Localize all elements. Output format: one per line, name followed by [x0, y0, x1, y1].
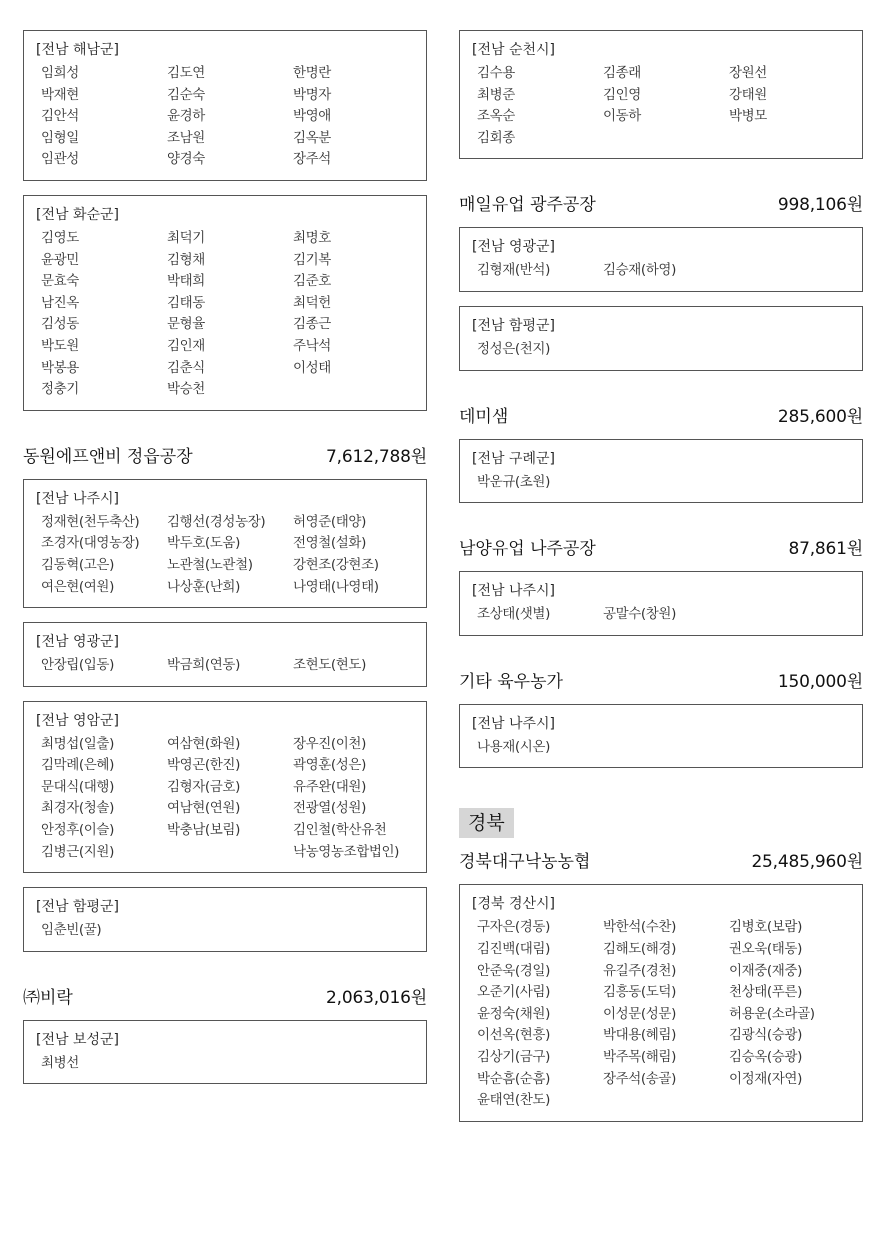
farm-name: 김종래	[603, 65, 641, 81]
farm-name: 김광식(승광)	[729, 1027, 802, 1044]
farm-list-box	[459, 884, 863, 1121]
farm-names	[36, 920, 414, 942]
farm-name: 박태희	[167, 273, 205, 290]
farm-name: 이동하	[603, 108, 641, 125]
company-amount: 25,485,960원	[751, 852, 863, 873]
region-label: [전남 화순군]	[36, 206, 119, 223]
farm-name: 김안석	[41, 108, 79, 125]
farm-name: 여삼현(화원)	[167, 735, 240, 752]
farm-name: 김기복	[293, 251, 331, 268]
region-label: [전남 영암군]	[36, 712, 119, 729]
farm-list-box	[459, 571, 863, 636]
farm-name: 나상훈(난희)	[167, 578, 240, 595]
farm-list-box	[23, 30, 427, 181]
farm-name: 나영태(나영태)	[293, 578, 379, 595]
farm-list-box	[459, 439, 863, 504]
farm-name: 안정후(이슬)	[41, 822, 114, 839]
farm-list-box	[23, 622, 427, 687]
farm-name: 김진백(대림)	[477, 940, 550, 957]
farm-name: 박운규(초원)	[477, 473, 550, 490]
farm-name: 박두호(도움)	[167, 535, 240, 552]
farm-name: 임관성	[41, 151, 79, 168]
farm-name: 김춘식	[167, 359, 205, 376]
farm-name: 권오욱(태동)	[729, 940, 802, 957]
farm-name: 조경자(대영농장)	[41, 535, 140, 552]
farm-name: 정성은(천지)	[477, 340, 550, 357]
farm-name: 김동혁(고은)	[41, 556, 114, 573]
farm-name: 김병호(보람)	[729, 919, 802, 936]
company-name: 기타 육우농가	[459, 671, 563, 692]
farm-name: 김형재(반석)	[477, 262, 550, 279]
farm-list-box	[459, 306, 863, 371]
farm-list-box	[459, 30, 863, 159]
farm-name: 문효숙	[41, 273, 79, 290]
farm-list-box	[23, 479, 427, 608]
farm-name: 문대식(대행)	[41, 778, 114, 795]
farm-name: 오준기(사림)	[477, 984, 550, 1001]
company-header	[23, 445, 427, 469]
farm-name: 주낙석	[293, 337, 331, 354]
farm-name: 윤광민	[41, 251, 79, 268]
farm-name: 여남현(연원)	[167, 800, 240, 817]
company-name: 남양유업 나주공장	[459, 539, 596, 560]
farm-name: 유길주(경천)	[603, 962, 676, 979]
farm-name: 전광열(성원)	[293, 800, 366, 817]
company-header	[459, 405, 863, 429]
farm-name: 김승옥(승광)	[729, 1048, 802, 1065]
farm-name: 최명호	[293, 229, 331, 246]
farm-name: 박봉용	[41, 359, 79, 376]
farm-name: 임형일	[41, 129, 79, 146]
company-amount: 2,063,016원	[326, 987, 427, 1008]
farm-name: 남진옥	[41, 294, 79, 311]
farm-name: 낙농영농조합법인)	[293, 843, 399, 860]
farm-name: 문형율	[167, 316, 205, 333]
farm-name: 박명자	[293, 86, 331, 103]
farm-list-box	[23, 1020, 427, 1085]
left-column	[23, 30, 427, 1098]
farm-name: 김형자(금호)	[167, 778, 240, 795]
region-label: [전남 영광군]	[36, 634, 119, 651]
company-header	[459, 537, 863, 561]
farm-name: 박승천	[167, 381, 205, 398]
farm-name: 박충남(보림)	[167, 822, 240, 839]
farm-name: 임희성	[41, 65, 79, 81]
farm-name: 박도원	[41, 337, 79, 354]
farm-names	[36, 655, 414, 677]
farm-name: 조옥순	[477, 108, 515, 125]
farm-names	[36, 512, 414, 598]
province-heading: 경북	[459, 808, 514, 838]
farm-name: 강현조(강현조)	[293, 556, 379, 573]
farm-name: 장주석	[293, 151, 331, 168]
farm-names	[472, 917, 850, 1111]
company-header	[459, 850, 863, 874]
farm-name: 이선옥(현흥)	[477, 1027, 550, 1044]
farm-names	[36, 228, 414, 401]
region-label: [전남 구례군]	[472, 450, 555, 467]
region-label: [전남 보성군]	[36, 1031, 119, 1048]
farm-name: 김영도	[41, 229, 79, 246]
company-name: 데미샘	[459, 406, 509, 427]
farm-name: 최경자(청솔)	[41, 800, 114, 817]
farm-name: 한명란	[293, 65, 331, 81]
region-label: [전남 함평군]	[472, 317, 555, 334]
farm-name: 최명섭(일출)	[41, 735, 114, 752]
farm-name: 여은현(여원)	[41, 578, 114, 595]
farm-names	[472, 260, 850, 282]
farm-name: 박주목(해림)	[603, 1048, 676, 1065]
farm-name: 장주석(송골)	[603, 1070, 676, 1087]
farm-name: 안준욱(경일)	[477, 962, 550, 979]
farm-names	[472, 63, 850, 149]
farm-list-box	[459, 704, 863, 769]
company-header	[459, 670, 863, 694]
farm-name: 정재현(천두축산)	[41, 513, 140, 530]
farm-name: 허용운(소라골)	[729, 1005, 815, 1022]
farm-name: 김흥동(도덕)	[603, 984, 676, 1001]
company-amount: 285,600원	[777, 406, 863, 427]
farm-name: 김승재(하영)	[603, 262, 676, 279]
farm-name: 윤태연(찬도)	[477, 1092, 550, 1109]
farm-list-box	[23, 887, 427, 952]
farm-names	[472, 737, 850, 759]
farm-name: 나용재(시온)	[477, 738, 550, 755]
farm-name: 박재현	[41, 86, 79, 103]
farm-name: 정충기	[41, 381, 79, 398]
farm-name: 김순숙	[167, 86, 205, 103]
farm-name: 김종근	[293, 316, 331, 333]
farm-name: 전영철(설화)	[293, 535, 366, 552]
farm-names	[36, 734, 414, 864]
farm-name: 노관철(노관철)	[167, 556, 253, 573]
farm-name: 김수용	[477, 65, 515, 81]
farm-name: 김옥분	[293, 129, 331, 146]
farm-name: 최병선	[41, 1054, 79, 1071]
region-label: [전남 함평군]	[36, 899, 119, 916]
farm-name: 이성문(성문)	[603, 1005, 676, 1022]
farm-name: 조현도(현도)	[293, 657, 366, 674]
farm-name: 김해도(해경)	[603, 940, 676, 957]
farm-name: 이정재(자연)	[729, 1070, 802, 1087]
farm-name: 윤경하	[167, 108, 205, 125]
farm-names	[36, 63, 414, 171]
farm-name: 양경숙	[167, 151, 205, 168]
farm-name: 천상태(푸른)	[729, 984, 802, 1001]
farm-name: 박영애	[293, 108, 331, 125]
farm-list-box	[459, 227, 863, 292]
farm-name: 김회종	[477, 129, 515, 146]
farm-name: 유주완(대원)	[293, 778, 366, 795]
farm-name: 조상태(샛별)	[477, 606, 550, 623]
region-label: [전남 나주시]	[472, 583, 555, 600]
company-amount: 87,861원	[788, 539, 863, 560]
region-label: [전남 나주시]	[36, 490, 119, 507]
company-name: ㈜비락	[23, 987, 73, 1008]
farm-name: 김막례(은혜)	[41, 757, 114, 774]
farm-name: 윤정숙(채원)	[477, 1005, 550, 1022]
farm-names	[36, 1053, 414, 1075]
farm-name: 박금희(연동)	[167, 657, 240, 674]
company-amount: 150,000원	[777, 671, 863, 692]
farm-name: 김태동	[167, 294, 205, 311]
farm-name: 김인철(학산유천	[293, 822, 387, 839]
region-label: [전남 해남군]	[36, 42, 119, 58]
farm-name: 장우진(이천)	[293, 735, 366, 752]
farm-name: 최덕기	[167, 229, 205, 246]
farm-name: 박영곤(한진)	[167, 757, 240, 774]
farm-name: 이재중(재중)	[729, 962, 802, 979]
region-label: [경북 경산시]	[472, 896, 555, 913]
farm-name: 최병준	[477, 86, 515, 103]
farm-names	[472, 339, 850, 361]
company-amount: 998,106원	[777, 195, 863, 216]
farm-name: 김형채	[167, 251, 205, 268]
company-name: 경북대구낙농농협	[459, 852, 591, 873]
farm-name: 김도연	[167, 65, 205, 81]
farm-name: 박대용(혜림)	[603, 1027, 676, 1044]
right-column	[459, 30, 863, 1136]
farm-name: 안장립(입동)	[41, 657, 114, 674]
farm-name: 장원선	[729, 65, 767, 81]
farm-name: 이성태	[293, 359, 331, 376]
farm-name	[167, 842, 293, 864]
farm-name: 구자은(경동)	[477, 919, 550, 936]
farm-name: 조남원	[167, 129, 205, 146]
company-name: 동원에프앤비 정읍공장	[23, 446, 193, 467]
farm-name: 임춘빈(꿀)	[41, 922, 102, 939]
farm-name: 박순흠(순흠)	[477, 1070, 550, 1087]
farm-name: 공말수(창원)	[603, 606, 676, 623]
farm-name: 곽영훈(성은)	[293, 757, 366, 774]
region-label: [전남 나주시]	[472, 715, 555, 732]
farm-name: 박병모	[729, 108, 767, 125]
farm-name: 김상기(금구)	[477, 1048, 550, 1065]
region-label: [전남 영광군]	[472, 239, 555, 256]
farm-list-box	[23, 701, 427, 874]
company-amount: 7,612,788원	[326, 446, 427, 467]
farm-name: 김인영	[603, 86, 641, 103]
farm-name: 강태원	[729, 86, 767, 103]
farm-name: 김준호	[293, 273, 331, 290]
farm-name: 김성동	[41, 316, 79, 333]
farm-names	[472, 472, 850, 494]
farm-name: 김인재	[167, 337, 205, 354]
farm-name: 박한석(수찬)	[603, 919, 676, 936]
farm-name: 김병근(지원)	[41, 843, 114, 860]
farm-names	[472, 604, 850, 626]
farm-name: 최덕헌	[293, 294, 331, 311]
company-header	[459, 193, 863, 217]
farm-list-box	[23, 195, 427, 411]
region-label: [전남 순천시]	[472, 42, 555, 58]
company-name: 매일유업 광주공장	[459, 195, 596, 216]
farm-name: 허영준(태양)	[293, 513, 366, 530]
company-header	[23, 986, 427, 1010]
farm-name: 김행선(경성농장)	[167, 513, 266, 530]
